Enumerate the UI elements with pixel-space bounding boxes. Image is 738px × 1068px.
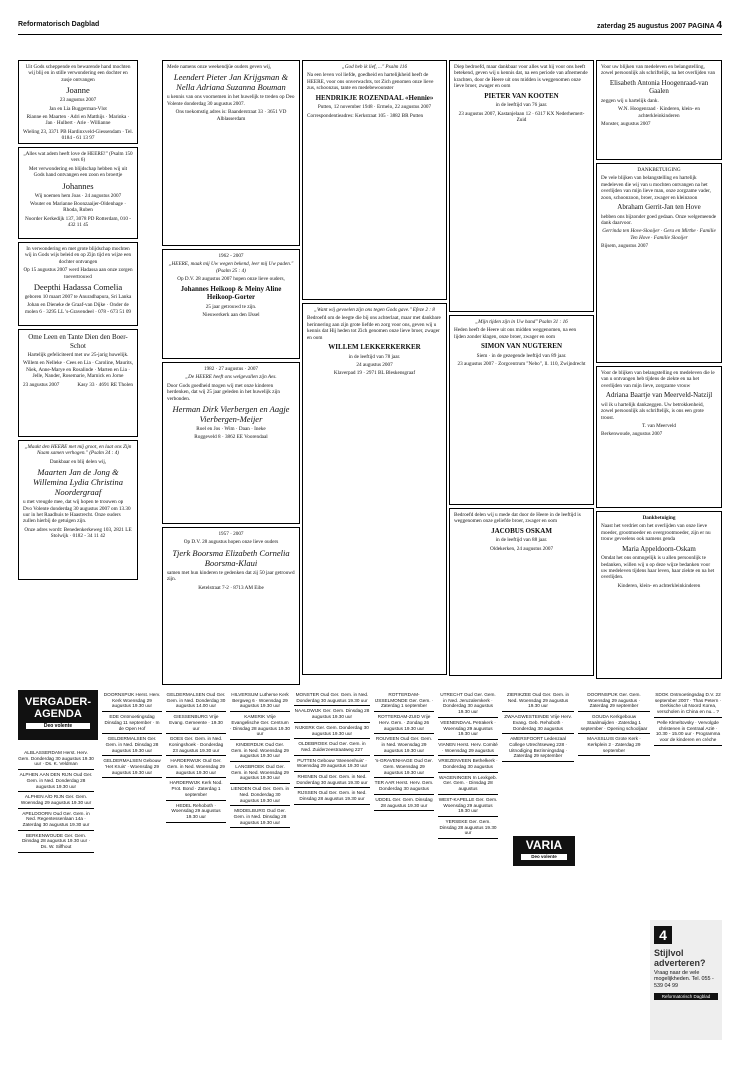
agenda-entry: WEST-KAPELLE Ger. Gem. Woensdag 29 augustus 19.30 uur (438, 795, 498, 817)
agenda-entry: RHENEN Oud Ger. Gem. in Ned. Donderdag 30 augustus 19.30 uur (294, 772, 370, 788)
agenda-entry: ZWAAGWESTEINDE Vrije Herv. Evang. Geb. Rehoboth · Donderdag 30 augustus (502, 712, 574, 734)
thanks-van-meerveld: Voor de blijken van belangstelling en medeleven die le van u ontvangen heb tijdens de ziekte en na het overlijden van mijn lieve, zorgzame vrouw Adriana Baartje van Meerveld-Natzijl wil ik u hartelijk dankzeggen. Uw betrokkenheid, zowel persoonlijk als schriftelijk, is ons een grote troost. T. van Meerveld Berkenwoude, augustus 2007 (596, 366, 722, 508)
obituary-rozendaal: „God heb ik lief, ..." Psalm 116 Na een leven vol liefde, goedheid en hartelijkheid heeft de HEERE, voor ons onverwachts, tot Zich genomen onze lieve zus, schoonzus, tante en medebewoonster HENDRIKJE ROZENDAAL «Hennie» Putten, 12 november 1948 · Ermelo, 22 augustus 2007 Correspondentieadres: Kerkstraat 105 · 3882 BR Putten (302, 60, 447, 300)
agenda-entry: ROUVEEN Oud Ger. Gem. in Ned. Woensdag 29 augustus 19.30 uur (374, 734, 434, 756)
agenda-column (438, 690, 498, 839)
agenda-entry: LIENDEN Oud Ger. Gem. in Ned. Donderdag 30 augustus 19.30 uur (230, 784, 290, 806)
column-3 (302, 60, 447, 678)
obituary-oskam: Bedroefd delen wij u mede dat door de Heere in de leeftijd is weggenomen onze geliefde broer, zwager en oom JACOBUS OSKAM in de leeftijd van 88 jaar. Oldekerken, 24 augustus 2007 (449, 508, 594, 676)
agenda-entry: YERSEKE Ger. Gem. Dinsdag 28 augustus 19.30 uur (438, 817, 498, 839)
anniversary-den-boer: Ome Leen en Tante Dien den Boer-Schot Hartelijk gefeliciteerd met uw 25-jarig huwelijk. Willem en Nelleke · Cees en Lia · Caroline, Maurits, Niek, Anne-Marye en Rosalinde · Marten en Lia · Jelle, Nander, Rosemarie, Marnick en Jorne 23 augustus 2007 Kasy 33 · 4691 RE Tholen (18, 329, 138, 437)
ad-logo: Reformatorisch Dagblad (654, 993, 718, 1000)
agenda-column (578, 690, 650, 756)
varia-title: VARIA Deo volente (513, 836, 575, 866)
obituary-van-nugteren: „Mijn tijden zijn in Uw hand" Psalm 31 : 16 Heden heeft de Heere uit ons midden weggenomen, na een lijden zonder klagen, onze broer, zwager en oom SIMON VAN NUGTEREN Siem · in de gezegende leeftijd van 89 jaar. 23 augustus 2007 · Zorgcentrum "Nebo", ll. 110, Zwijndrecht (449, 315, 594, 505)
birth-notice-deepthi: In verwondering en met grote blijdschap mochten wij in Gods wijs beleid en op Zijn tijd en wijze een dochter ontvangen Op 15 augustus 2007 werd Hadassa aan onze zorgen toevertrouwd Deepthi Hadassa Comelia geboren 10 maart 2007 te Anuradhapura, Sri Lanka Johan en Dieneke de Graaf-van Dijke · Onder de molen 6 · 3295 LL 's-Gravendeel · 078 - 673 51 09 (18, 242, 138, 326)
thanks-ten-hove: DANKBETUIGING De vele blijken van belangstelling en hartelijk medeleven die wij van u mochten ontvangen na het overlijden van mijn lieve man, onze zorgzame vader, zoon, schoonzoon, broer, zwager en kleinzoon Abraham Gerrit-Jan ten Hove hebben ons bijzonder goed gedaan. Onze welgemeende dank daarvoor. Gerrinda ten Hove-Slooijer · Gera en Mirthe · Familie Ten Hove · Familie Slooijer Bijsem, augustus 2007 (596, 163, 722, 363)
column-1 (18, 60, 138, 583)
wedding-notice-krijgsman: Mede namens onze weekendjüe ouders geven wij, Leendert Pieter Jan Krijgsman & Nella Adriana Suzanna Bouman u kennis van ons voornemen in het huwelijk te treden op Deo Volente donderdag 30 augustus 2007. Ons toekomstig adres is: Baanderstraat 33 · 3651 VD Alblasserdam (162, 60, 300, 246)
agenda-entry: APELDOORN Oud Ger. Gem. in Ned. Regentessenlaan 14a · Zaterdag 30 augustus 19.30 uur (18, 809, 94, 831)
obituary-van-kooten: Diep bedroefd, maar dankbaar voor alles wat hij voor ons heeft betekend, geven wij u kennis dat, na een periode van afnemende krachten, door de Heere uit ons midden is weggenomen onze lieve broer, zwager en oom PIETER VAN KOOTEN in de leeftijd van 76 jaar. 23 augustus 2007, Kastanjelaan 12 · 6317 KX Nederhemert-Zuid (449, 60, 594, 312)
column-2 (162, 60, 300, 688)
birth-notice-johannes: „Alles wat adem heeft love de HEERE!" (Psalm 150 vers 6) Met verwondering en blijdschap hebben wij uit Gods hand ontvangen een zoon en broertje Johannes Wij noemen hem Joas · 24 augustus 2007 Wouter en Marianne Boonzaaijer-Oldenhage · Rhoda, Ruben Noorder Kerkedijk 137, 3078 PD Rotterdam, 010 - 432 11 45 (18, 147, 138, 239)
agenda-entry: KAMERIK Vrije Evangelische Ger. Centrum · Dinsdag 28 augustus 19.30 uur (230, 712, 290, 740)
agenda-entry: NIJKERK Ger. Gem. Donderdag 30 augustus 19.30 uur (294, 723, 370, 739)
agenda-entry: ROTTERDAM-ZUID Vrije Herv. Gem. · Zondag 26 augustus 19.30 uur (374, 712, 434, 734)
agenda-entry: SDOK Ontmoetingsdag D.V. 22 september 2007 · Thas Petern · Gerkische uit Noord Korea, verscholen in China en nu... ? (654, 690, 722, 718)
agenda-entry: ZIERIKZEE Oud Ger. Gem. in Ned. Woensdag 29 augustus 19.30 uur (502, 690, 574, 712)
agenda-entry: HARDERWIJK Kerk Nod. Prot. Bond · Zaterdag 1 september (166, 778, 226, 800)
advertise-ad[interactable] (650, 920, 722, 1040)
agenda-entry: ROTTERDAM-IJSSELMONDE Ger. Gem. · Zaterdag 1 september (374, 690, 434, 712)
agenda-entry: LANGBROEK Oud Ger. Gem. in Ned. Woensdag 29 augustus 19.30 uur (230, 762, 290, 784)
agenda-entry: KINDERDIJK Oud Ger. Gem. in Ned. Woensdag 29 augustus 19.30 uur (230, 740, 290, 762)
agenda-entry: UDDEL Ger. Gem. Dinsdag 28 augustus 19.30 uur (374, 795, 434, 811)
agenda-column (18, 748, 94, 853)
page-info: zaterdag 25 augustus 2007 PAGINA 4 (596, 20, 722, 31)
agenda-entry: HILVERSUM Lutherse Kerk Bergweg 6 · Woensdag 29 augustus 19.30 uur (230, 690, 290, 712)
agenda-entry: PUTTEN Gebouw 'Steenenhuis' · Woensdag 29 augustus 19.30 uur (294, 756, 370, 772)
agenda-entry: BERKENWOUDE Ger. Gem. Dinsdag 28 augustus 19.30 uur · Ds. W. Silfhout (18, 831, 94, 853)
agenda-entry: VEENENDAAL Petrakerk · Woensdag 29 augustus 19.30 uur (438, 718, 498, 740)
thanks-appeldoorn: Dankbetuiging Naast het verdriet om het overlijden van onze lieve moeder, grootmoeder en overgrootmoeder, zijn er nu trouw gevoelens ook namens genda Maria Appeldoorn-Oskam Omdat het ons onmogelijk is u allen persoonlijk te bedanken, willen wij u op deze wijze bedanken voor uw medeleven tijdens haar leven, haar ziekte en na het overlijden. Kinderen, klein- en achterkleinkinderen (596, 511, 722, 679)
anniversary-heikoop: 1962 - 2007 „HEERE, maak mij Uw wegen bekend, leer mij Uw paden." (Psalm 25 : 4) Op D.V. 28 augustus 2007 hopen onze lieve ouders, Johannes Heikoop & Meiny Aline Heikoop-Gorter 25 jaar getrouwd te zijn. Nieuwerkerk aan den IJssel (162, 249, 300, 359)
anniversary-vierbergen: 1982 · 27 augustus · 2007 „De HEERE heeft ons welgevallen zijn Aes. Door Gods goedheid mogen wij met onze kinderen herdenken, dat wij 25 jaar geleden in het huwelijk zijn verbonden. Herman Dirk Vierbergen en Aagje Vierbergen-Meijer Roel en Jos · Wim · Daan · Ineke Roggeveld 8 · 3862 EE Voorendaal (162, 362, 300, 524)
wedding-notice-de-jong: „Maakt den HEERE met mij groot, en laat ons Zijn Naam samen verhogen." (Psalm 34 : 4) Dankbaar en blij delen wij, Maarten Jan de Jong & Willemina Lydia Christina Noordergraaf u met vreugde mee, dat wij hopen te trouwen op Dvo Volente donderdag 30 augustus 2007 om 13.30 uur in het Raadhuis te Haastrecht. Onze ouders zullen hierbij de getuigen zijn. Onze adres wordt: Benedenkerkeweg 103, 2821 LE Stolwijk · 0182 - 34 11 42 (18, 440, 138, 580)
agenda-entry: Pelle Klmeltovsky · Vervolgde christenen in Centraal Azië · 10.30 - 15.00 uur · Programma voor de kinderen en crèche (654, 718, 722, 746)
agenda-entry: HEDEL Rehoboth · Woensdag 29 augustus 19.30 uur (166, 801, 226, 823)
agenda-column (502, 690, 574, 762)
thanks-hoogenraad: Voor uw blijken van medeleven en belangstelling, zowel persoonlijk als schriftelijk, na het overlijden van Elisabeth Antonia Hoogenraad-van Gaalen zeggen wij u hartelijk dank. W.N. Hoogenraad · Kinderen, klein- en achterkleinkinderen Monster, augustus 2007 (596, 60, 722, 160)
agenda-column (374, 690, 434, 811)
agenda-entry: MIDDELBURG Oud Ger. Gem. in Ned. Dinsdag 28 augustus 19.30 uur (230, 806, 290, 828)
agenda-column (230, 690, 290, 828)
agenda-entry: ALBLASSERDAM Herst. Herv. Gem. Donderdag 30 augustus 19.30 uur · Ds. K. Veldman (18, 748, 94, 770)
agenda-entry: DOORNSPIJK Ger. Gem. Woensdag 29 augustus · Zaterdag 29 september (578, 690, 650, 712)
agenda-entry: DOORNSPIJK Herst. Herv. Kerk Woensdag 29 augustus 19.30 uur (102, 690, 162, 712)
paper-name: Reformatorisch Dagblad (18, 21, 100, 28)
agenda-entry: WAGENINGEN In Lexkgeb. Ger. Gem. · Dinsdag 28 augustus (438, 773, 498, 795)
page-header (18, 20, 722, 35)
agenda-entry: GIESSENBURG Vrije Evang. Gemeente · 19.30 uur (166, 712, 226, 734)
agenda-entry: GELDERMALSEN Oud Ger. Gem. in Ned. Donderdag 30 augustus 14.00 uur (166, 690, 226, 712)
agenda-entry: ALPHEN AAN DEN RIJN Oud Ger. Gem. in Ned. Donderdag 28 augustus 19.30 uur (18, 770, 94, 792)
agenda-entry: RIJSSEN Oud Ger. Gem. in Ned. Dinsdag 28 augustus 19.30 uur (294, 788, 370, 804)
agenda-entry: OLDEBROEK Oud Ger. Gem. in Ned. Zuiderzeestraatweg 227 (294, 739, 370, 755)
ad-text: Vraag naar de vele mogelijkheden. Tel. 055 - 539 04 99 (654, 970, 714, 989)
agenda-entry: VIANEN Herst. Herv. Comité · Woensdag 29 augustus (438, 740, 498, 756)
agenda-entry: GELDERMALSEN Gebouw 'Het Kruis' · Woensdag 29 augustus 19.30 uur (102, 756, 162, 778)
agenda-column (654, 690, 722, 746)
agenda-entry: 's-GRAVENHAGE Oud Ger. Gem. Woensdag 29 augustus 19.30 uur (374, 756, 434, 778)
agenda-entry: EDE Ontmoetingsdag Dinsdag 11 september · In de Open Hof (102, 712, 162, 734)
page-number-tile: 4 (654, 926, 672, 944)
agenda-entry: TER AAR Herst. Herv. Gem. Donderdag 30 augustus (374, 778, 434, 794)
agenda-column (102, 690, 162, 778)
column-5 (596, 60, 722, 682)
agenda-entry: HARDERWIJK Oud Ger. Gem. in Ned. Woensdag 29 augustus 19.30 uur (166, 756, 226, 778)
agenda-entry: AMERSFOORT Ledenzaal College Utrechtseweg 228 · Uitnodiging Bezinningsdag · Zaterdag 29 september (502, 734, 574, 762)
agenda-entry: MAASSLUIS Grote Kerk · Kerkplein 2 · Zaterdag 29 september (578, 734, 650, 756)
column-4 (449, 60, 594, 679)
agenda-title: VERGADER-AGENDA Deo volente (18, 690, 98, 740)
birth-notice-joanne: Uit Gods scheppende en bewarende hand mochten wij blij en in stille verwondering een dochter en zusje ontvangen Joanne 23 augustus 2007 Jan en Lia Buggerman-Vlot Rianne en Maarten · Adri en Matthijs · Marinka · Jan · Hulbert · Arie · Willianne Wieling 23, 3371 PB Hardinxveld-Giessendam · Tel. 0184 - 61 13 97 (18, 60, 138, 144)
agenda-entry: GOES Ger. Gem. in Ned. Koningshoek · Donderdag 23 augustus 19.30 uur (166, 734, 226, 756)
agenda-entry: GELDERMALSEN Ger. Gem. in Ned. Dinsdag 28 augustus 19.30 uur (102, 734, 162, 756)
ad-headline: Stijlvol adverteren? (654, 948, 706, 968)
agenda-entry: UTRECHT Oud Ger. Gem. in Ned. Jeruzalemkerk · Donderdag 30 augustus 19.30 uur (438, 690, 498, 718)
agenda-entry: MONSTER Oud Ger. Gem. in Ned. Donderdag 30 augustus 19.30 uur (294, 690, 370, 706)
agenda-entry: ALPHEN A/D RIJN Ger. Gem. Woensdag 29 augustus 19.30 uur (18, 792, 94, 808)
agenda-entry: VRIEZENVEEN Bethelkerk · Donderdag 30 augustus (438, 756, 498, 772)
obituary-lekkerkerker: „Want wij gevoelen zijn ons tegen Gods gave." Efeze 2 : 8 Bedroefd om de leegte die bij ons achterlaat, maar met dankbare herinnering aan zijn grote liefde en zorg voor ons, geven wij u kennis dat Hij heden tot Zich genomen onze lieve broer, zwager en oom WILLEM LEKKERKERKER in de leeftijd van 78 jaar. 24 augustus 2007 Klaverpad 19 · 2971 BL Bleskensgraaf (302, 303, 447, 675)
agenda-entry: GOUDA Kerkgebouw Staalmuijden · Zaterdag 1 september · Opening schooljaar (578, 712, 650, 734)
meeting-agenda (18, 690, 722, 1050)
agenda-entry: NAALDWIJK Ger. Gem. Dinsdag 28 augustus 19.30 uur (294, 706, 370, 722)
anniversary-boorsma: 1957 · 2007 Op D.V. 28 augustus hopen onze lieve ouders Tjerk Boorsma Elizabeth Cornelia Boorsma-Klaui samen met hun kinderen te gedenken dat zij 50 jaar getrouwd zijn. Ketelstraat 7-2 · 8713 AM Eibe (162, 527, 300, 685)
agenda-column (294, 690, 370, 805)
agenda-column (166, 690, 226, 823)
